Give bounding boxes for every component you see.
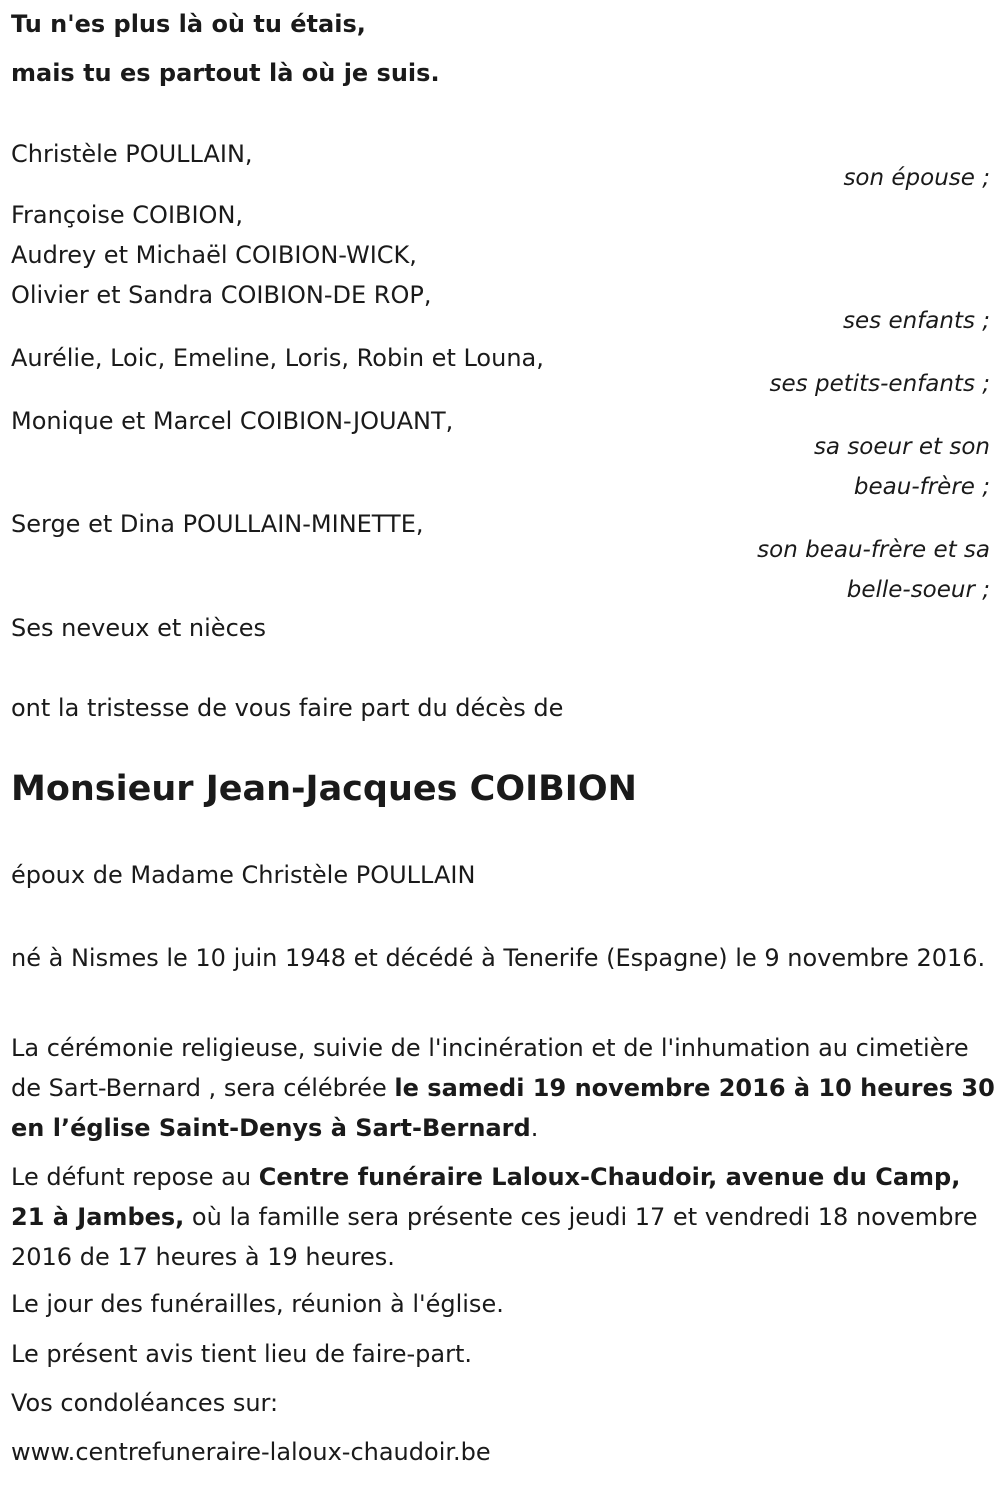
child-1: Françoise COIBION, xyxy=(11,201,244,229)
spouse-of: époux de Madame Christèle POULLAIN xyxy=(11,861,476,889)
sister-couple: Monique et Marcel COIBION-JOUANT, xyxy=(11,407,454,435)
funeral-center-address: Centre funéraire Laloux-Chaudoir, avenue du Camp, 21 à Jambes, xyxy=(11,1163,961,1231)
grandchildren-relation: ses petits-enfants ; xyxy=(769,371,990,397)
website-link[interactable]: www.centrefuneraire-laloux-chaudoir.be xyxy=(11,1438,491,1466)
ceremony-date-place: le samedi 19 novembre 2016 à 10 heures 30 en l’église Saint-Denys à Sart-Bernard xyxy=(11,1074,995,1142)
grandchildren: Aurélie, Loic, Emeline, Loris, Robin et Louna, xyxy=(11,344,544,372)
rest-paragraph xyxy=(11,1157,996,1277)
spouse-name: Christèle POULLAIN, xyxy=(11,140,253,168)
child-2: Audrey et Michaël COIBION-WICK, xyxy=(11,241,417,269)
children-relation: ses enfants ; xyxy=(843,308,990,334)
rest-visiting-hours: où la famille sera présente ces jeudi 17 et vendredi 18 novembre 2016 de 17 heures à 19 heures. xyxy=(11,1203,978,1271)
spouse-relation: son épouse ; xyxy=(843,165,990,191)
sister-relation-line-2: beau-frère ; xyxy=(853,474,990,500)
inlaws-couple: Serge et Dina POULLAIN-MINETTE, xyxy=(11,510,424,538)
inlaws-relation-line-2: belle-soeur ; xyxy=(846,577,990,603)
ceremony-text: La cérémonie religieuse, suivie de l'incinération et de l'inhumation au cimetière de Sart-Bernard , sera célébrée xyxy=(11,1034,969,1102)
announcement: ont la tristesse de vous faire part du décès de xyxy=(11,694,564,722)
ceremony-paragraph xyxy=(11,1028,996,1148)
quote-line-2: mais tu es partout là où je suis. xyxy=(11,59,440,87)
inlaws-relation-line-1: son beau-frère et sa xyxy=(757,537,990,563)
deceased-name: Monsieur Jean-Jacques COIBION xyxy=(11,769,637,809)
condolences-label: Vos condoléances sur: xyxy=(11,1389,279,1417)
birth-death-paragraph: né à Nismes le 10 juin 1948 et décédé à Tenerife (Espagne) le 9 novembre 2016. xyxy=(11,944,986,972)
child-3: Olivier et Sandra COIBION-DE ROP, xyxy=(11,281,432,309)
ceremony-end: . xyxy=(530,1114,539,1142)
quote-line-1: Tu n'es plus là où tu étais, xyxy=(11,10,366,38)
notice-note: Le présent avis tient lieu de faire-part. xyxy=(11,1340,473,1368)
funeral-day-note: Le jour des funérailles, réunion à l'église. xyxy=(11,1290,504,1318)
sister-relation-line-1: sa soeur et son xyxy=(813,434,990,460)
nephews-nieces: Ses neveux et nièces xyxy=(11,614,267,642)
rest-text: Le défunt repose au xyxy=(11,1163,259,1191)
